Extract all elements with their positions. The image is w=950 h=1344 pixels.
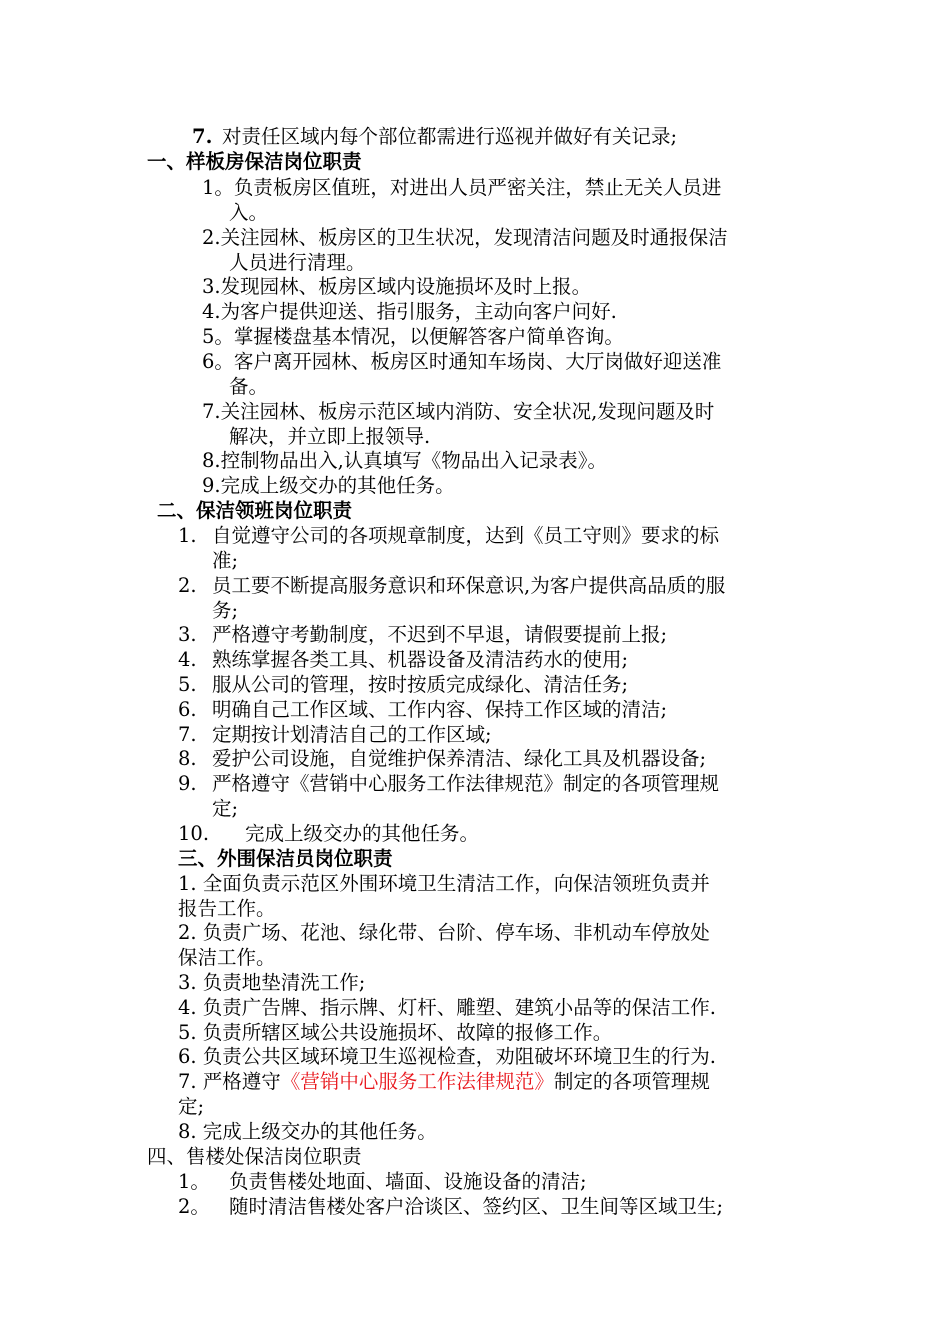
list-item-continuation: 解决，并立即上报领导. bbox=[229, 425, 431, 448]
item-number: 1. bbox=[178, 524, 197, 547]
item-number: 8. bbox=[178, 747, 197, 770]
list-item-continuation: 保洁工作。 bbox=[178, 946, 276, 969]
list-item-continuation: 报告工作。 bbox=[178, 897, 276, 920]
list-item-continuation: 人员进行清理。 bbox=[229, 251, 366, 274]
list-item: 员工要不断提高服务意识和环保意识,为客户提供高品质的服 bbox=[212, 574, 726, 597]
item-number: 2. bbox=[178, 574, 197, 597]
list-item: 5。掌握楼盘基本情况，以便解答客户简单咨询。 bbox=[202, 325, 624, 348]
list-item: 7.关注园林、板房示范区域内消防、安全状况,发现问题及时 bbox=[202, 400, 715, 423]
list-item: 9.完成上级交办的其他任务。 bbox=[202, 474, 455, 497]
section-heading-2: 二、保洁领班岗位职责 bbox=[157, 499, 353, 522]
list-item: 8. 完成上级交办的其他任务。 bbox=[178, 1120, 437, 1143]
item-number: 3. bbox=[178, 623, 197, 646]
item-number: 7. bbox=[178, 723, 197, 746]
list-item-text: 7. 严格遵守 bbox=[178, 1070, 281, 1093]
list-item: 定期按计划清洁自己的工作区域; bbox=[212, 723, 492, 746]
list-item-continuation: 定; bbox=[212, 797, 239, 820]
list-item: 熟练掌握各类工具、机器设备及清洁药水的使用; bbox=[212, 648, 629, 671]
list-item: 严格遵守《营销中心服务工作法律规范》制定的各项管理规 bbox=[212, 772, 720, 795]
list-item-text: 制定的各项管理规 bbox=[553, 1070, 710, 1093]
list-item bbox=[178, 1070, 710, 1094]
section-heading-3: 三、外围保洁员岗位职责 bbox=[178, 847, 393, 870]
list-item: 1。负责板房区值班，对进出人员严密关注，禁止无关人员进 bbox=[202, 176, 722, 199]
list-item: 完成上级交办的其他任务。 bbox=[245, 822, 480, 845]
list-item-continuation: 务; bbox=[212, 599, 239, 622]
highlighted-document-title: 《营销中心服务工作法律规范》 bbox=[280, 1070, 554, 1093]
list-item: 4. 负责广告牌、指示牌、灯杆、雕塑、建筑小品等的保洁工作. bbox=[178, 996, 717, 1019]
list-item: 5. 负责所辖区域公共设施损坏、故障的报修工作。 bbox=[178, 1021, 613, 1044]
list-item-continuation: 定; bbox=[178, 1095, 205, 1118]
item-number: 6. bbox=[178, 698, 197, 721]
list-item: 2.关注园林、板房区的卫生状况，发现清洁问题及时通报保洁 bbox=[202, 226, 728, 249]
list-item: 对责任区域内每个部位都需进行巡视并做好有关记录; bbox=[222, 125, 678, 148]
list-item: 6。客户离开园林、板房区时通知车场岗、大厅岗做好迎送准 bbox=[202, 350, 722, 373]
list-item: 4.为客户提供迎送、指引服务，主动向客户问好. bbox=[202, 300, 617, 323]
list-item: 3. 负责地垫清洗工作; bbox=[178, 971, 366, 994]
list-item: 6. 负责公共区域环境卫生巡视检查，劝阻破坏环境卫生的行为. bbox=[178, 1045, 717, 1068]
item-number: 10. bbox=[178, 822, 210, 845]
item-number: 2。 bbox=[178, 1195, 210, 1218]
list-item: 2. 负责广场、花池、绿化带、台阶、停车场、非机动车停放处 bbox=[178, 921, 710, 944]
list-item: 严格遵守考勤制度，不迟到不早退，请假要提前上报; bbox=[212, 623, 668, 646]
item-number: 1。 bbox=[178, 1170, 210, 1193]
item-number: 4. bbox=[178, 648, 197, 671]
section-heading-1: 一、样板房保洁岗位职责 bbox=[147, 150, 362, 173]
list-item: 随时清洁售楼处客户洽谈区、签约区、卫生间等区域卫生; bbox=[229, 1195, 724, 1218]
item-number: 9. bbox=[178, 772, 197, 795]
item-number: 5. bbox=[178, 673, 197, 696]
list-item: 自觉遵守公司的各项规章制度，达到《员工守则》要求的标 bbox=[212, 524, 720, 547]
section-heading-4: 四、售楼处保洁岗位职责 bbox=[147, 1145, 362, 1168]
list-item: 1. 全面负责示范区外围环境卫生清洁工作，向保洁领班负责并 bbox=[178, 872, 710, 895]
list-item-continuation: 备。 bbox=[229, 375, 269, 398]
list-item-continuation: 准; bbox=[212, 549, 239, 572]
list-item: 3.发现园林、板房区域内设施损坏及时上报。 bbox=[202, 275, 592, 298]
item-number: 7. bbox=[192, 125, 213, 148]
list-item: 服从公司的管理，按时按质完成绿化、清洁任务; bbox=[212, 673, 629, 696]
list-item: 8.控制物品出入,认真填写《物品出入记录表》。 bbox=[202, 449, 608, 472]
list-item: 负责售楼处地面、墙面、设施设备的清洁; bbox=[229, 1170, 587, 1193]
list-item: 爱护公司设施，自觉维护保养清洁、绿化工具及机器设备; bbox=[212, 747, 707, 770]
list-item: 明确自己工作区域、工作内容、保持工作区域的清洁; bbox=[212, 698, 668, 721]
list-item-continuation: 入。 bbox=[229, 201, 269, 224]
